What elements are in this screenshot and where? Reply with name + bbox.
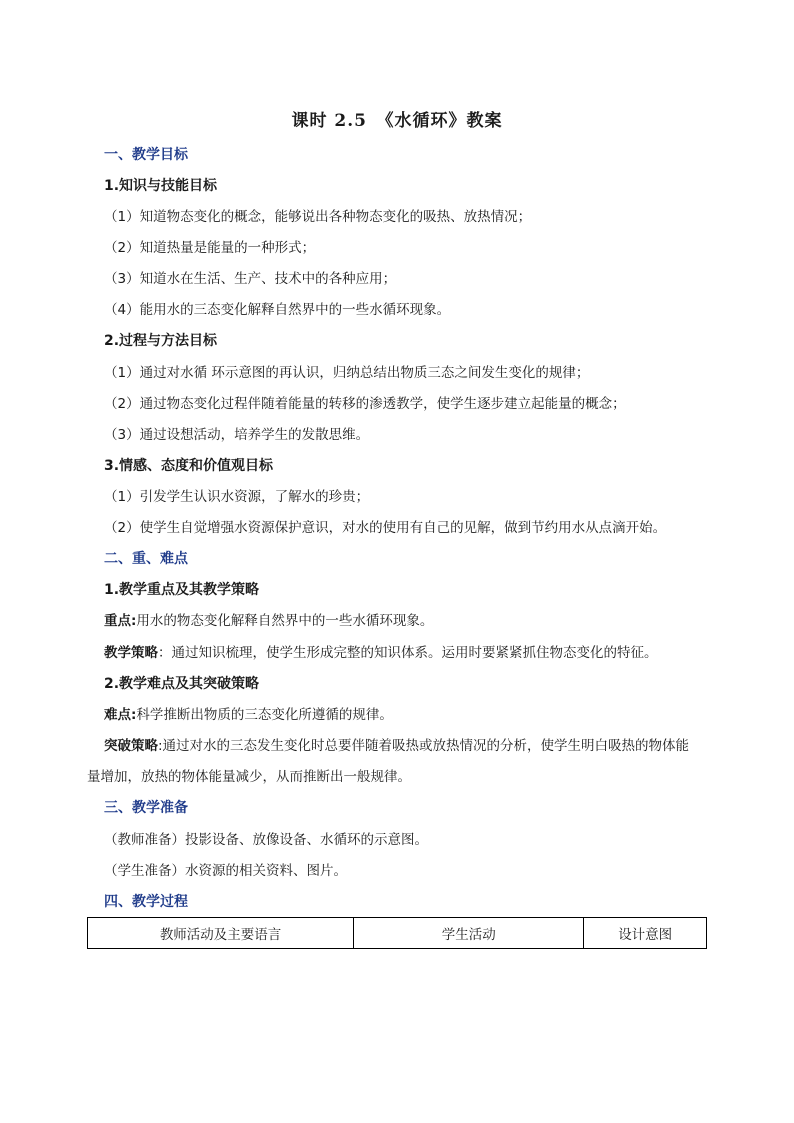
key-point-text: 用水的物态变化解释自然界中的一些水循环现象。 — [136, 613, 434, 629]
difficulty-line — [104, 705, 393, 725]
list-item: （1）知道物态变化的概念，能够说出各种物态变化的吸热、放热情况； — [104, 209, 532, 225]
section-3-heading: 三、教学准备 — [104, 800, 188, 816]
list-item: （教师准备）投影设备、放像设备、水循环的示意图。 — [104, 832, 428, 848]
strategy-label: 教学策略 — [104, 645, 158, 661]
breakthrough-line — [104, 736, 689, 756]
list-item: （4）能用水的三态变化解释自然界中的一些水循环现象。 — [104, 302, 451, 318]
key-point-line — [104, 611, 433, 631]
list-item: （学生准备）水资源的相关资料、图片。 — [104, 863, 347, 879]
table-header-cell: 教师活动及主要语言 — [88, 918, 354, 949]
breakthrough-label: 突破策略 — [104, 738, 158, 754]
subsection-1-1: 1.知识与技能目标 — [104, 178, 218, 194]
subsection-1-3: 3.情感、态度和价值观目标 — [104, 458, 274, 474]
list-item: （3）知道水在生活、生产、技术中的各种应用； — [104, 271, 397, 287]
list-item: （2）通过物态变化过程伴随着能量的转移的渗透教学，使学生逐步建立起能量的概念； — [104, 396, 626, 412]
difficulty-text: 科学推断出物质的三态变化所遵循的规律。 — [136, 707, 393, 723]
table-header-row — [88, 918, 707, 949]
subsection-1-2: 2.过程与方法目标 — [104, 333, 218, 349]
key-point-label: 重点: — [104, 613, 137, 629]
list-item: （2）使学生自觉增强水资源保护意识，对水的使用有自己的见解，做到节约用水从点滴开始。 — [104, 520, 667, 536]
subsection-2-1: 1.教学重点及其教学策略 — [104, 582, 260, 598]
subsection-2-2: 2.教学难点及其突破策略 — [104, 676, 260, 692]
teaching-process-table — [87, 917, 707, 949]
list-item: （1）通过对水循 环示意图的再认识，归纳总结出物质三态之间发生变化的规律； — [104, 365, 590, 381]
section-2-heading: 二、重、难点 — [104, 551, 188, 567]
strategy-line — [104, 643, 658, 663]
breakthrough-text: :通过对水的三态发生变化时总要伴随着吸热或放热情况的分析，使学生明白吸热的物体能 — [158, 738, 690, 754]
list-item: （2）知道热量是能量的一种形式； — [104, 240, 316, 256]
table-header-cell: 学生活动 — [354, 918, 584, 949]
strategy-text: ：通过知识梳理，使学生形成完整的知识体系。运用时要紧紧抓住物态变化的特征。 — [158, 645, 658, 661]
page-title: 课时 2.5 《水循环》教案 — [291, 111, 503, 131]
list-item: （1）引发学生认识水资源，了解水的珍贵； — [104, 489, 370, 505]
list-item: （3）通过设想活动，培养学生的发散思维。 — [104, 427, 370, 443]
breakthrough-text-continued: 量增加，放热的物体能量减少，从而推断出一般规律。 — [87, 769, 411, 785]
table-header-cell: 设计意图 — [584, 918, 707, 949]
difficulty-label: 难点: — [104, 707, 137, 723]
section-1-heading: 一、教学目标 — [104, 147, 188, 163]
section-4-heading: 四、教学过程 — [104, 894, 188, 910]
